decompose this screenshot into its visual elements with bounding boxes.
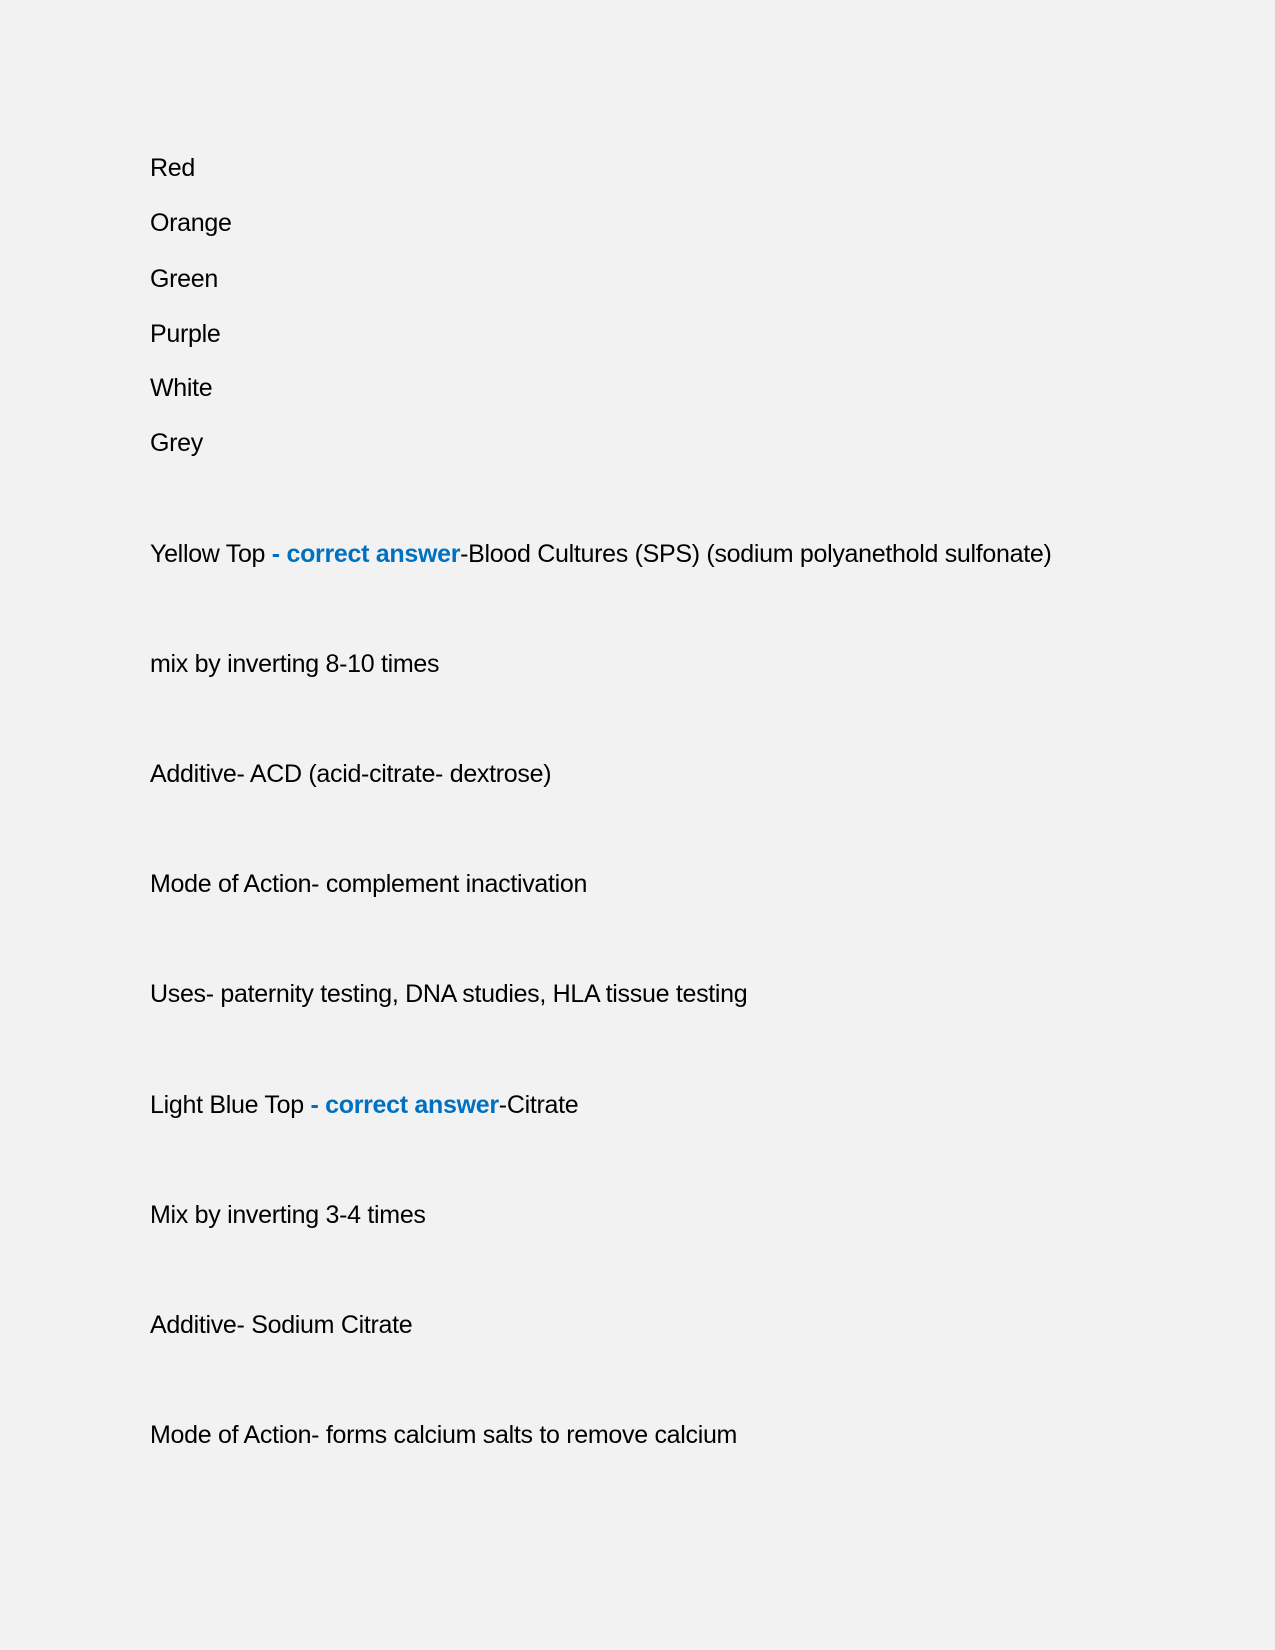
- option-purple: Purple: [150, 320, 221, 348]
- card-yellow-top-heading: [150, 539, 1052, 569]
- question-text: Light Blue Top: [150, 1091, 304, 1119]
- detail-mode-of-action: Mode of Action- complement inactivation: [150, 870, 588, 898]
- option-red: Red: [150, 154, 195, 182]
- option-green: Green: [150, 265, 218, 293]
- card-light-blue-top-heading: [150, 1090, 578, 1120]
- option-white: White: [150, 374, 213, 402]
- option-grey: Grey: [150, 429, 203, 457]
- detail-additive: Additive- ACD (acid-citrate- dextrose): [150, 760, 552, 788]
- correct-answer-marker: - correct answer: [265, 540, 461, 568]
- answer-text: -Blood Cultures (SPS) (sodium polyanethold sulfonate): [460, 540, 1052, 568]
- detail-additive: Additive- Sodium Citrate: [150, 1311, 413, 1339]
- detail-mix: Mix by inverting 3-4 times: [150, 1201, 426, 1229]
- detail-uses: Uses- paternity testing, DNA studies, HLA tissue testing: [150, 980, 748, 1008]
- correct-answer-marker: - correct answer: [303, 1091, 499, 1119]
- option-orange: Orange: [150, 209, 232, 237]
- answer-text: -Citrate: [498, 1091, 579, 1119]
- question-text: Yellow Top: [150, 540, 266, 568]
- detail-mode-of-action: Mode of Action- forms calcium salts to remove calcium: [150, 1421, 738, 1449]
- detail-mix: mix by inverting 8-10 times: [150, 650, 440, 678]
